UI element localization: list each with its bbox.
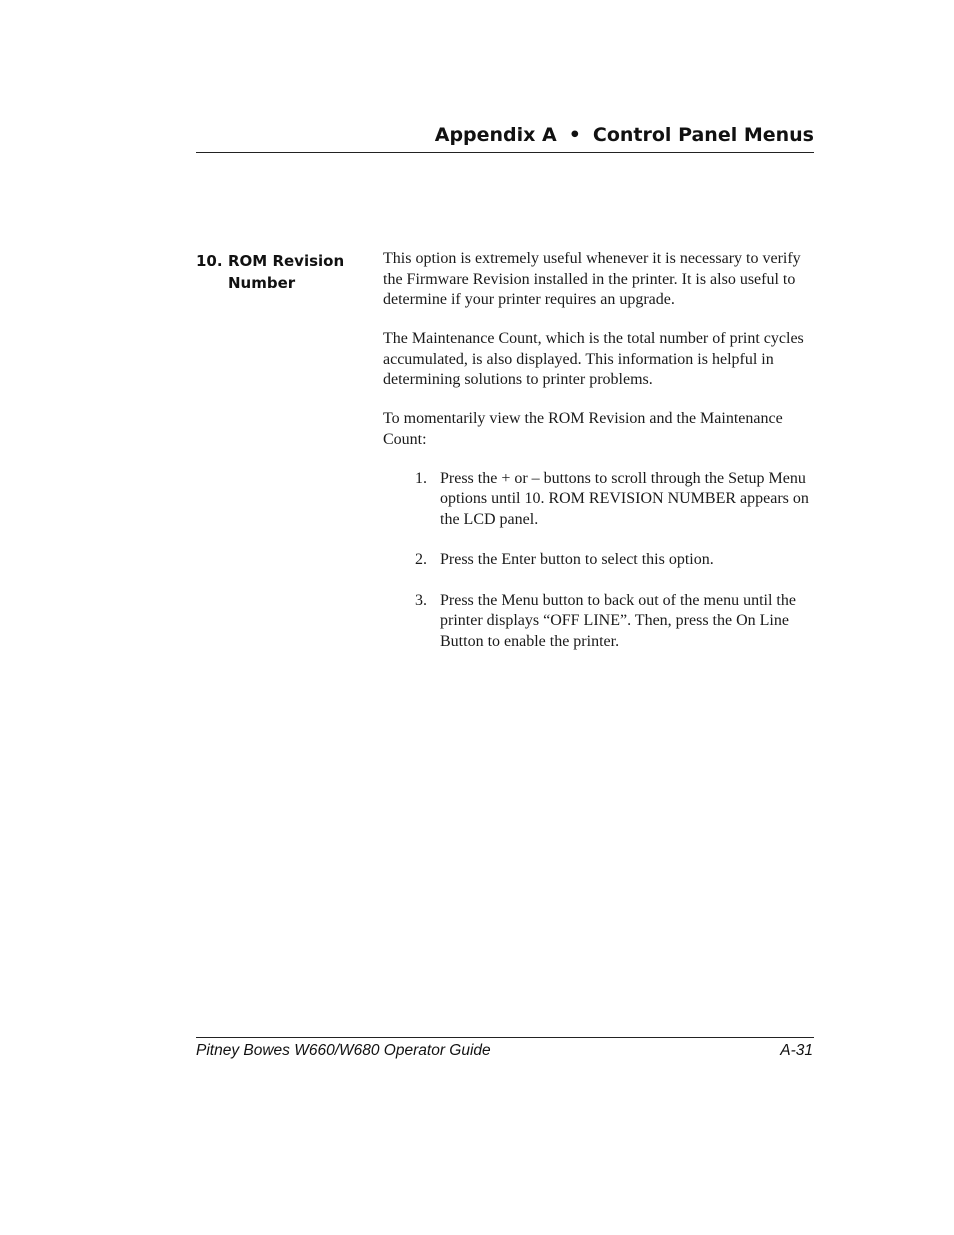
running-header — [435, 124, 814, 146]
step-number: 3. — [415, 591, 427, 609]
step-text: Press the + or – buttons to scroll through the Setup Menu options until 10. ROM REVISION NUMBER appears on the LCD panel. — [440, 469, 809, 528]
footer-guide-title: Pitney Bowes W660/W680 Operator Guide — [196, 1042, 491, 1059]
heading-line-1: ROM Revision — [228, 252, 345, 270]
footer-page-number: A-31 — [780, 1042, 813, 1059]
section-title: Control Panel Menus — [592, 124, 814, 146]
heading-line-2: Number — [228, 274, 296, 292]
list-item — [383, 591, 813, 653]
appendix-label: Appendix A — [434, 124, 557, 146]
step-number: 1. — [415, 469, 427, 487]
step-number: 2. — [415, 551, 427, 568]
step-text: Press the Menu button to back out of the menu until the printer displays “OFF LINE”. Then, press the On Line Button to enable the printer. — [440, 591, 796, 650]
steps-list — [383, 469, 813, 653]
paragraph: This option is extremely useful whenever it is necessary to verify the Firmware Revision installed in the printer. It is also useful to determine if your printer requires an upgrade. — [383, 250, 801, 308]
body-text — [383, 249, 813, 672]
footer-rule — [196, 1037, 814, 1038]
paragraph: To momentarily view the ROM Revision and the Maintenance Count: — [383, 410, 783, 448]
header-bullet: • — [568, 124, 581, 146]
list-item — [383, 469, 813, 531]
header-rule — [196, 152, 814, 153]
paragraph: The Maintenance Count, which is the total number of print cycles accumulated, is also displayed. This information is helpful in determining solutions to printer problems. — [383, 330, 804, 388]
side-heading — [196, 250, 366, 294]
heading-number: 10. — [196, 252, 223, 270]
list-item — [383, 550, 813, 571]
step-text: Press the Enter button to select this option. — [440, 551, 714, 568]
